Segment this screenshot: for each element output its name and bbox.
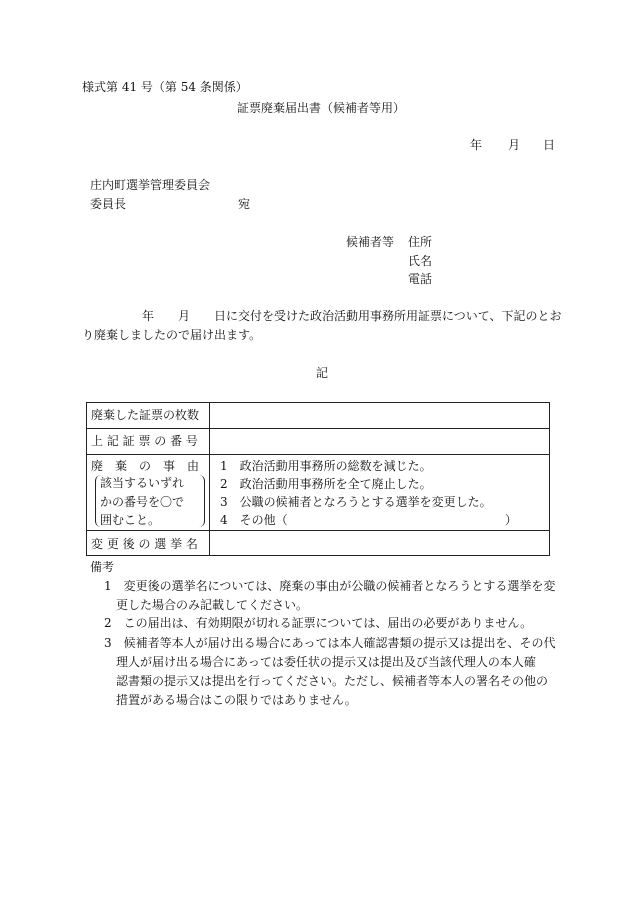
table-row-number — [87, 429, 549, 455]
date-year: 年 — [470, 138, 483, 152]
disposal-table — [86, 402, 550, 556]
label-disposed-count: 廃棄した証票の枚数 — [91, 408, 200, 422]
note-3-line1: 3 候補者等本人が届け出る場合にあっては本人確認書類の提示又は提出を、その代 — [104, 636, 556, 650]
body-month: 月 — [178, 309, 191, 323]
date-month: 月 — [508, 138, 521, 152]
applicant-name-label: 氏名 — [408, 254, 433, 268]
addressee-role: 委員長 — [90, 197, 127, 211]
note-2-line1: 2 この届出は、有効期限が切れる証票については、届出の必要がありません。 — [104, 616, 533, 630]
applicant-address-label: 住所 — [408, 235, 433, 249]
hint-line3: 囲むこと。 — [100, 513, 161, 527]
reason-3: 3 公職の候補者となろうとする選挙を変更した。 — [220, 495, 492, 509]
ki-heading: 記 — [316, 366, 329, 380]
document-title: 証票廃棄届出書（候補者等用） — [237, 101, 406, 115]
addressee-honorific: 宛 — [238, 197, 251, 211]
reason-1: 1 政治活動用事務所の総数を減じた。 — [220, 459, 432, 473]
applicant-label: 候補者等 — [346, 235, 395, 249]
note-3-line3: 認書類の提示又は提出を行ってください。ただし、候補者等本人の署名その他の — [116, 674, 549, 688]
note-1-line1: 1 変更後の選挙名については、廃棄の事由が公職の候補者となろうとする選挙を変 — [104, 579, 556, 593]
applicant-phone-label: 電話 — [408, 272, 433, 286]
label-new-election: 変 更 後 の 選 挙 名 — [91, 537, 198, 551]
label-certificate-number: 上 記 証 票 の 番 号 — [91, 434, 198, 448]
note-3-line4: 措置がある場合はこの限りではありません。 — [116, 693, 357, 707]
table-row-count — [87, 403, 549, 429]
note-3-line2: 理人が届け出る場合にあっては委任状の提示又は提出及び当該代理人の本人確 — [116, 655, 536, 669]
table-row-reason — [87, 455, 549, 531]
body-year: 年 — [142, 309, 155, 323]
body-text-line1: 日に交付を受けた政治活動用事務所用証票について、下記のとお — [214, 309, 562, 323]
reason-4: 4 その他（ — [220, 513, 288, 527]
hint-line2: かの番号を〇で — [100, 495, 185, 509]
notes-heading: 備考 — [90, 560, 115, 574]
date-day: 日 — [543, 138, 556, 152]
reason-4-close: ） — [505, 513, 518, 527]
label-disposal-reason: 廃 棄 の 事 由 — [91, 459, 200, 473]
table-row-new-election — [87, 531, 549, 556]
body-text-line2: り廃棄しましたので届け出ます。 — [82, 328, 262, 342]
hint-line1: 該当するいずれ — [100, 476, 185, 490]
note-1-line2: 更した場合のみ記載してください。 — [116, 598, 309, 612]
addressee-org: 庄内町選挙管理委員会 — [90, 178, 211, 192]
form-number: 様式第 41 号（第 54 条関係） — [82, 80, 248, 94]
reason-2: 2 政治活動用事務所を全て廃止した。 — [220, 477, 432, 491]
